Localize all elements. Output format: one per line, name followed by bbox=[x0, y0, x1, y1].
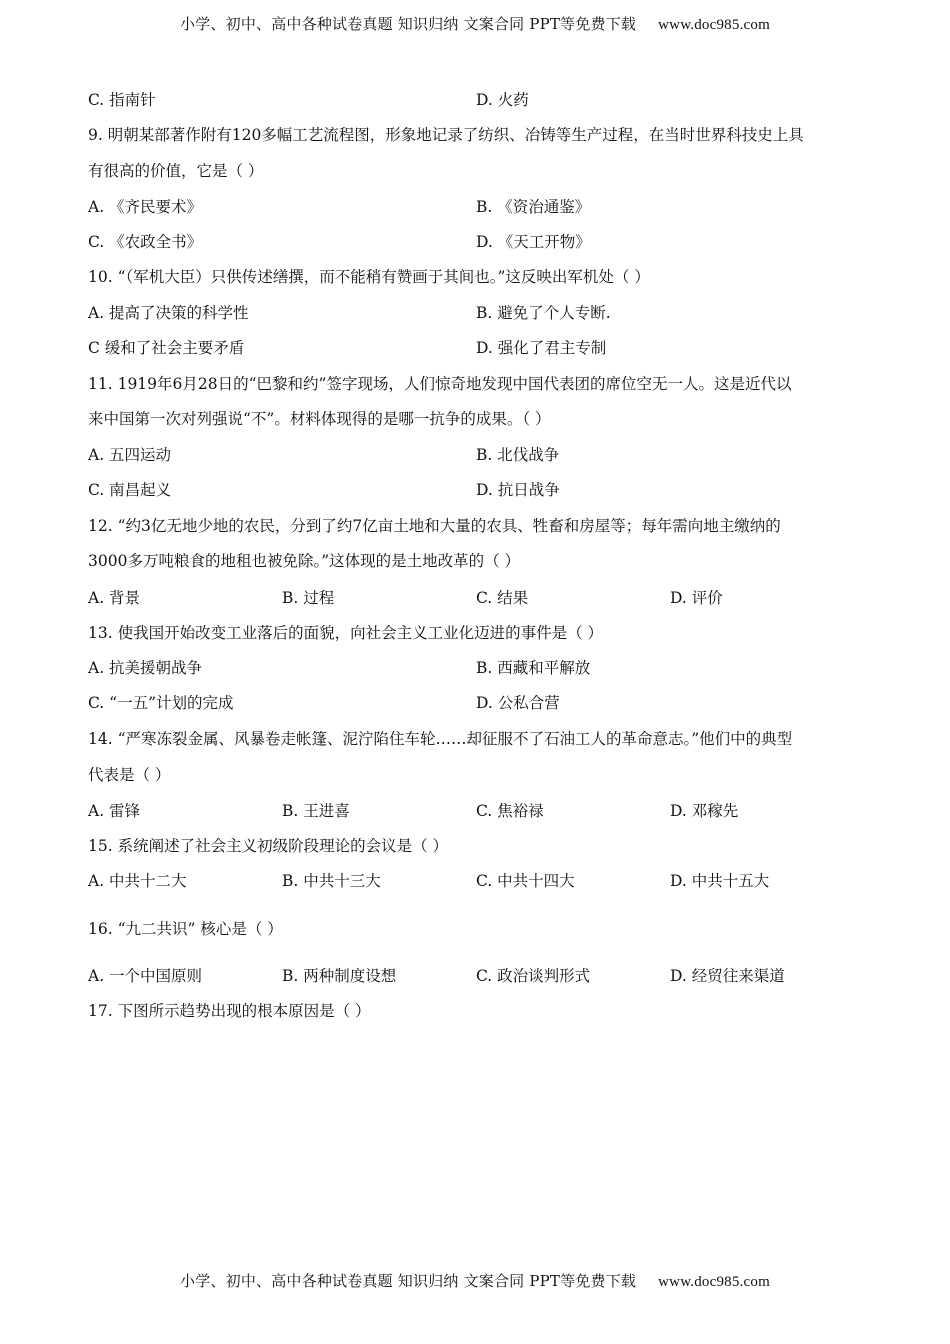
q13-options-row-1 bbox=[88, 657, 868, 679]
q15-option-b: B. 中共十三大 bbox=[282, 872, 381, 890]
q15-option-d: D. 中共十五大 bbox=[670, 872, 770, 890]
q13-option-a: A. 抗美援朝战争 bbox=[88, 659, 203, 677]
q10-option-b: B. 避免了个人专断. bbox=[476, 304, 611, 322]
q14-option-d: D. 邓稼先 bbox=[670, 802, 739, 820]
q12-option-d: D. 评价 bbox=[670, 589, 723, 607]
q11-stem-line-2: 来中国第一次对列强说“不”。材料体现得的是哪一抗争的成果。（ ） bbox=[88, 410, 551, 428]
q10-stem-line-1: 10. “（军机大臣）只供传述缮撰，而不能稍有赞画于其间也。”这反映出军机处（ ） bbox=[88, 268, 650, 286]
header-site: www.doc985.com bbox=[658, 17, 770, 33]
q10-option-a: A. 提高了决策的科学性 bbox=[88, 304, 249, 322]
footer-text: 小学、初中、高中各种试卷真题 知识归纳 文案合同 PPT等免费下载 bbox=[180, 1272, 637, 1290]
footer-site: www.doc985.com bbox=[658, 1274, 770, 1290]
q11-stem-line-1: 11. 1919年6月28日的“巴黎和约”签字现场，人们惊奇地发现中国代表团的席位空无一人。这是近代以 bbox=[88, 375, 792, 393]
q13-options-row-2 bbox=[88, 692, 868, 714]
page-header bbox=[0, 13, 950, 34]
q10-option-d: D. 强化了君主专制 bbox=[476, 339, 607, 357]
q11-option-b: B. 北伐战争 bbox=[476, 446, 560, 464]
q9-option-d: D. 《天工开物》 bbox=[476, 233, 591, 251]
q11-option-a: A. 五四运动 bbox=[88, 446, 172, 464]
q9-option-b: B. 《资治通鉴》 bbox=[476, 198, 591, 216]
q9-option-a: A. 《齐民要术》 bbox=[88, 198, 203, 216]
q13-option-c: C. “一五”计划的完成 bbox=[88, 694, 234, 712]
q16-option-d: D. 经贸往来渠道 bbox=[670, 967, 785, 985]
q9-option-c: C. 《农政全书》 bbox=[88, 233, 203, 251]
q12-option-b: B. 过程 bbox=[282, 589, 335, 607]
q14-stem-line-2: 代表是（ ） bbox=[88, 766, 171, 784]
q14-option-c: C. 焦裕禄 bbox=[476, 802, 544, 820]
q11-options-row-1 bbox=[88, 444, 868, 466]
q11-option-d: D. 抗日战争 bbox=[476, 481, 560, 499]
q15-stem-line-1: 15. 系统阐述了社会主义初级阶段理论的会议是（ ） bbox=[88, 837, 449, 855]
q9-options-row-2 bbox=[88, 231, 868, 253]
q16-option-b: B. 两种制度设想 bbox=[282, 967, 397, 985]
header-text: 小学、初中、高中各种试卷真题 知识归纳 文案合同 PPT等免费下载 bbox=[180, 15, 637, 33]
q16-option-a: A. 一个中国原则 bbox=[88, 967, 203, 985]
q12-option-a: A. 背景 bbox=[88, 589, 141, 607]
q11-options-row-2 bbox=[88, 479, 868, 501]
q16-options-row bbox=[88, 965, 868, 987]
q15-option-c: C. 中共十四大 bbox=[476, 872, 575, 890]
q15-option-a: A. 中共十二大 bbox=[88, 872, 187, 890]
q12-option-c: C. 结果 bbox=[476, 589, 529, 607]
q14-option-b: B. 王进喜 bbox=[282, 802, 350, 820]
q9-stem-line-1: 9. 明朝某部著作附有120多幅工艺流程图，形象地记录了纺织、冶铸等生产过程，在当时世界科技史上具 bbox=[88, 126, 804, 144]
q8-options-row-2 bbox=[88, 89, 868, 111]
q10-option-c: C 缓和了社会主要矛盾 bbox=[88, 339, 245, 357]
q12-stem-line-1: 12. “约3亿无地少地的农民，分到了约7亿亩土地和大量的农具、牲畜和房屋等；每年需向地主缴纳的 bbox=[88, 517, 781, 535]
q12-stem-line-2: 3000多万吨粮食的地租也被免除。”这体现的是土地改革的（ ） bbox=[88, 552, 521, 570]
q8-option-d: D. 火药 bbox=[476, 91, 529, 109]
q10-options-row-1 bbox=[88, 302, 868, 324]
q8-option-c: C. 指南针 bbox=[88, 91, 156, 109]
q15-options-row bbox=[88, 870, 868, 892]
q13-option-b: B. 西藏和平解放 bbox=[476, 659, 591, 677]
q14-options-row bbox=[88, 800, 868, 822]
q10-options-row-2 bbox=[88, 337, 868, 359]
page-footer bbox=[0, 1270, 950, 1291]
q9-options-row-1 bbox=[88, 196, 868, 218]
q9-stem-line-2: 有很高的价值，它是（ ） bbox=[88, 162, 264, 180]
q13-option-d: D. 公私合营 bbox=[476, 694, 560, 712]
q14-stem-line-1: 14. “严寒冻裂金属、风暴卷走帐篷、泥泞陷住车轮……却征服不了石油工人的革命意志。”他们中的典型 bbox=[88, 730, 793, 748]
q11-option-c: C. 南昌起义 bbox=[88, 481, 172, 499]
q12-options-row bbox=[88, 587, 868, 609]
q13-stem-line-1: 13. 使我国开始改变工业落后的面貌，向社会主义工业化迈进的事件是（ ） bbox=[88, 624, 604, 642]
q16-stem-line-1: 16. “九二共识” 核心是（ ） bbox=[88, 920, 283, 938]
q16-option-c: C. 政治谈判形式 bbox=[476, 967, 591, 985]
q14-option-a: A. 雷锋 bbox=[88, 802, 141, 820]
q17-stem-line-1: 17. 下图所示趋势出现的根本原因是（ ） bbox=[88, 1002, 371, 1020]
